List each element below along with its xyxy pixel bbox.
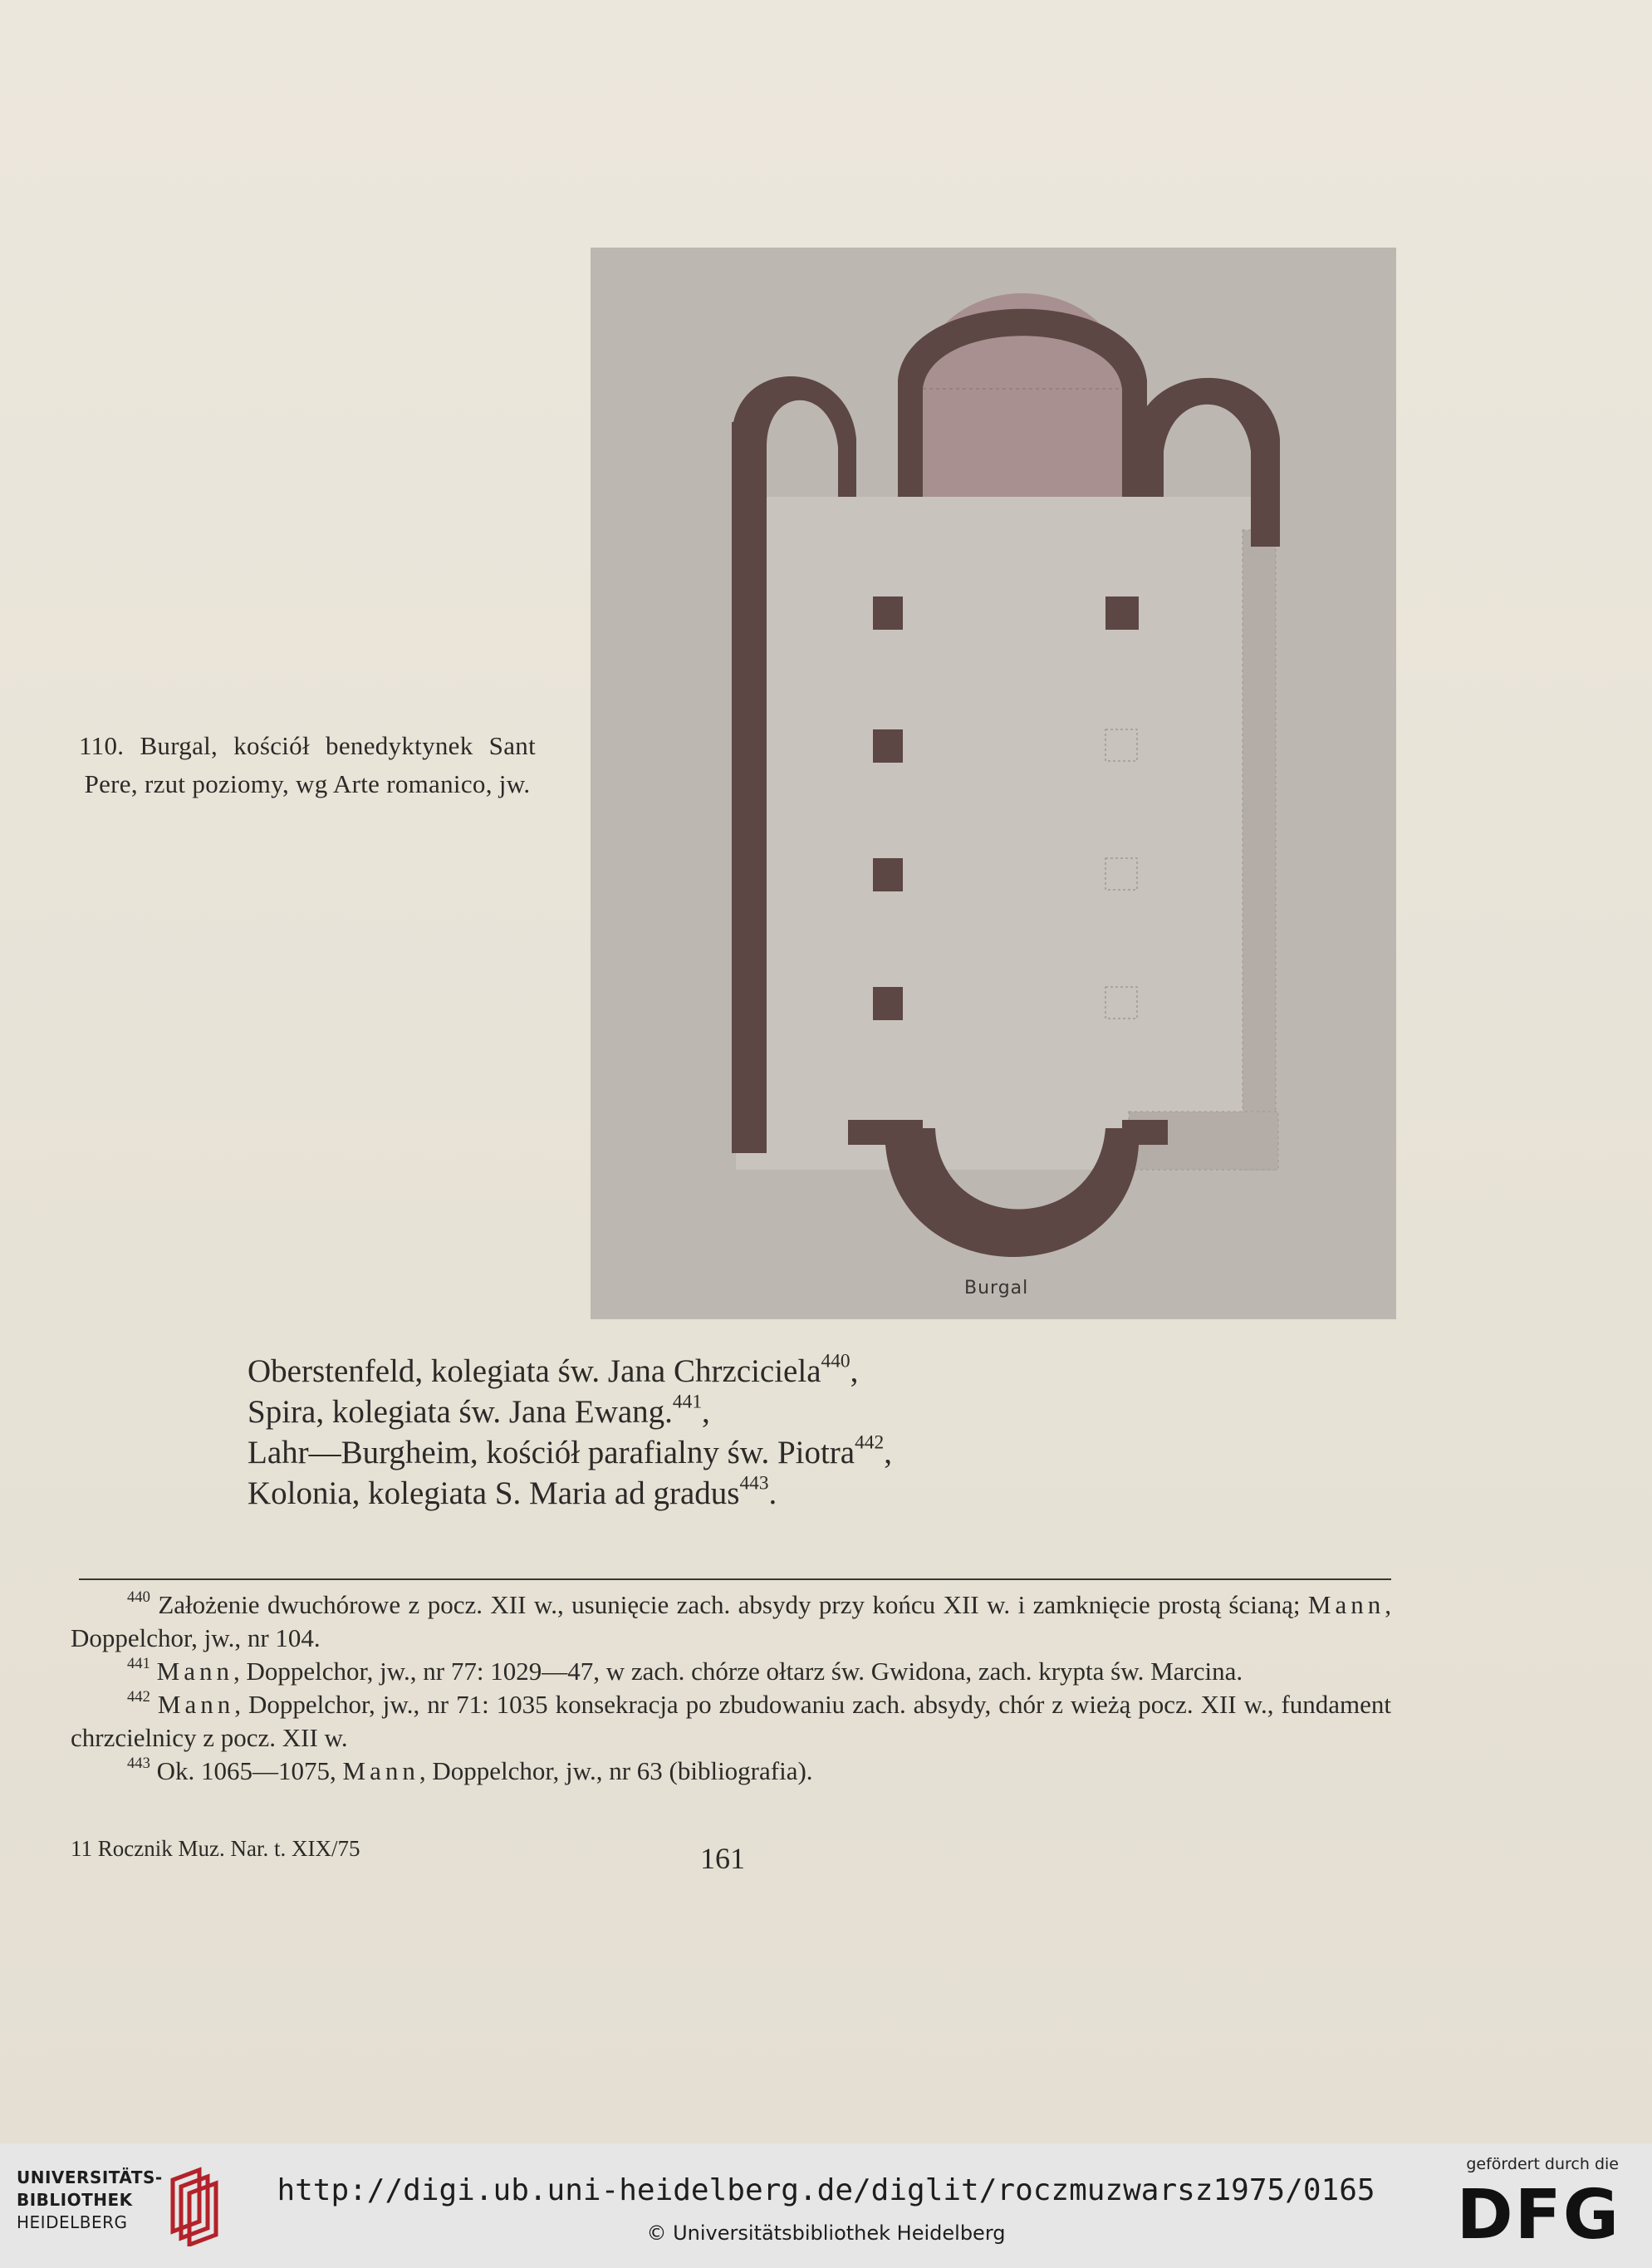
- footnote-number: 443: [127, 1755, 150, 1773]
- footnote-text: , Doppelchor, jw., nr 77: 1029—47, w zach. chórze ołtarz św. Gwidona, zach. krypta św. Marcina.: [233, 1657, 1243, 1686]
- main-text: [248, 1351, 1244, 1514]
- figure-caption: 110. Burgal, kościół benedyktynek Sant Pere, rzut poziomy, wg Arte romanico, jw.: [79, 731, 536, 798]
- footnote-ref: 443: [739, 1472, 769, 1495]
- line-text: Spira, kolegiata św. Jana Ewang.: [248, 1394, 673, 1430]
- main-text-line: [248, 1392, 1244, 1432]
- footnote-text: Ok. 1065—1075,: [156, 1756, 343, 1785]
- footnote: [71, 1588, 1391, 1655]
- footnote-text: , Doppelchor, jw., nr 71: 1035 konsekracja po zbudowaniu zach. absydy, chór z wieżą pocz. XII w., fundament chrzcielnicy z pocz. XII w.: [71, 1690, 1392, 1752]
- footnote: [71, 1655, 1391, 1688]
- line-punct: ,: [884, 1435, 892, 1470]
- running-head: 11 Rocznik Muz. Nar. t. XIX/75: [71, 1836, 360, 1861]
- footnote-rule: [79, 1578, 1391, 1580]
- dfg-logo[interactable]: DFG: [1456, 2176, 1620, 2255]
- footnote-author: Mann: [342, 1756, 419, 1785]
- line-punct: ,: [702, 1394, 710, 1430]
- footnotes: [71, 1588, 1391, 1788]
- floor-plan-figure: [591, 248, 1396, 1319]
- pier: [873, 987, 903, 1020]
- pier: [1105, 596, 1139, 630]
- funding-note: gefördert durch die: [1466, 2155, 1619, 2173]
- footnote: [71, 1755, 1391, 1788]
- logo-line: HEIDELBERG: [17, 2212, 128, 2232]
- footnote-text: Założenie dwuchórowe z pocz. XII w., usunięcie zach. absydy przy końcu XII w. i zamknięcie prostą ścianą;: [158, 1590, 1308, 1619]
- floor-plan-drawing: [591, 248, 1396, 1319]
- pier: [873, 729, 903, 763]
- footnote-number: 440: [127, 1588, 150, 1607]
- nave-floor: [736, 497, 1251, 1170]
- footnote-author: Mann: [1307, 1590, 1385, 1619]
- main-text-line: [248, 1432, 1244, 1473]
- pier: [873, 858, 903, 891]
- dotted-annex: [1243, 530, 1276, 1170]
- footnote-number: 442: [127, 1688, 150, 1706]
- permalink-url[interactable]: http://digi.ub.uni-heidelberg.de/diglit/roczmuzwarsz1975/0165: [277, 2173, 1375, 2207]
- line-text: Kolonia, kolegiata S. Maria ad gradus: [248, 1475, 740, 1511]
- footnote-author: Mann: [157, 1690, 235, 1719]
- south-wall-stub: [1251, 497, 1280, 547]
- footnote-ref: 441: [672, 1391, 703, 1413]
- logo-line: UNIVERSITÄTS-: [17, 2167, 163, 2187]
- footnote: [71, 1688, 1391, 1755]
- viewer-footer: [0, 2143, 1652, 2268]
- footnote-author: Mann: [156, 1657, 233, 1686]
- plan-label: Burgal: [964, 1278, 1029, 1298]
- footnote-ref: 442: [855, 1431, 885, 1454]
- line-punct: ,: [850, 1353, 859, 1389]
- north-wall: [732, 422, 767, 1153]
- main-text-line: [248, 1473, 1244, 1514]
- line-text: Oberstenfeld, kolegiata św. Jana Chrzciciela: [248, 1353, 821, 1389]
- footnote-ref: 440: [821, 1350, 851, 1372]
- footnote-number: 441: [127, 1655, 150, 1673]
- main-text-line: [248, 1351, 1244, 1392]
- pier: [873, 596, 903, 630]
- page-number: 161: [700, 1842, 745, 1875]
- copyright-note: © Universitätsbibliothek Heidelberg: [646, 2221, 1006, 2245]
- logo-line: BIBLIOTHEK: [17, 2190, 133, 2210]
- footnote-text: , Doppelchor, jw., nr 104.: [71, 1590, 1391, 1652]
- footnote-text: , Doppelchor, jw., nr 63 (bibliografia).: [419, 1756, 813, 1785]
- line-text: Lahr—Burgheim, kościół parafialny św. Piotra: [248, 1435, 855, 1470]
- line-punct: .: [768, 1475, 777, 1511]
